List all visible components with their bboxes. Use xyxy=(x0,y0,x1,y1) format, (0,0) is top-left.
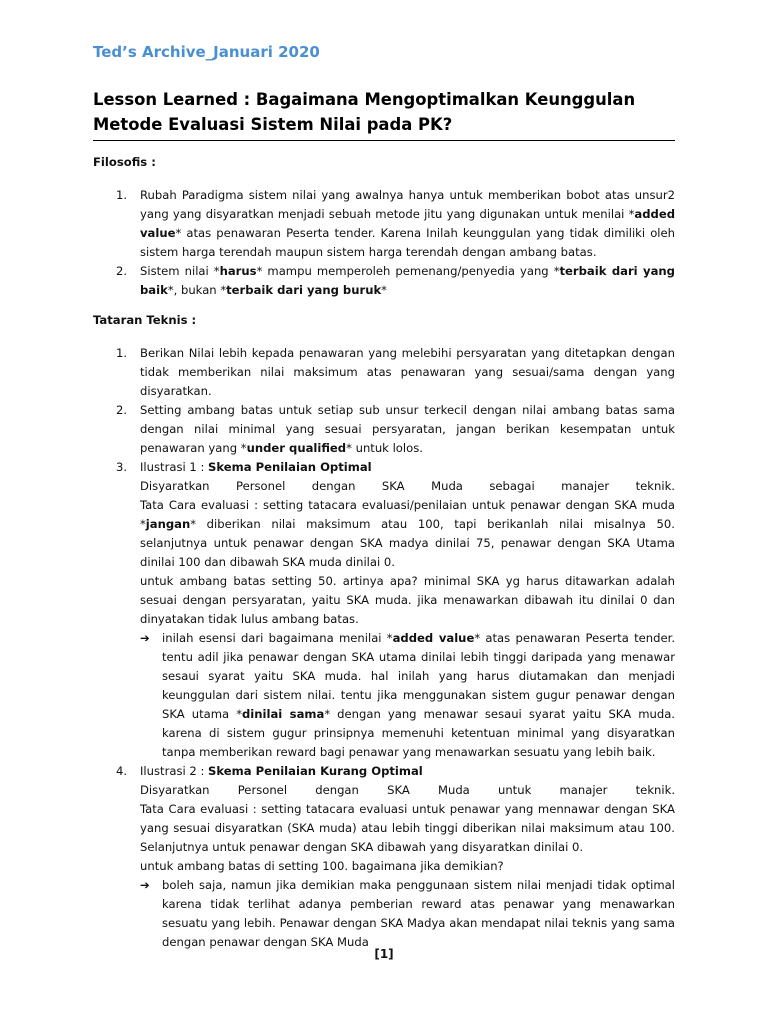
list-number: 3. xyxy=(116,460,128,474)
list-item xyxy=(93,262,675,300)
text-span: * mampu memperoleh pemenang/penyedia yang * xyxy=(256,264,560,278)
text-span: * xyxy=(381,283,387,297)
bold-text: terbaik dari yang baik xyxy=(140,264,675,297)
section-heading-filosofis: Filosofis : xyxy=(93,155,156,169)
text-span: Tata Cara evaluasi : setting tatacara evaluasi/penilaian untuk penawar dengan SKA muda * xyxy=(140,498,675,531)
arrow-point xyxy=(140,629,675,762)
section-heading-teknis: Tataran Teknis : xyxy=(93,313,197,327)
bold-text: added value xyxy=(140,207,675,240)
arrow-right-icon: ➔ xyxy=(140,878,150,892)
text-span: inilah esensi dari bagaimana menilai * xyxy=(162,631,393,645)
document-title: Lesson Learned : Bagaimana Mengoptimalkan Keunggulan Metode Evaluasi Sistem Nilai pada PK? xyxy=(93,87,675,141)
text-span: * atas penawaran Peserta tender. Karena Inilah keunggulan yang tidak dimiliki oleh sistem harga terendah maupun sistem harga terendah dengan ambang batas. xyxy=(140,226,675,259)
bold-text: under qualified xyxy=(246,441,347,455)
list-number: 1. xyxy=(116,346,128,360)
text-span: * diberikan nilai maksimum atau 100, tapi berikanlah nilai misalnya 50. selanjutnya untuk penawar dengan SKA madya dinilai 75, penawar dengan SKA Utama dinilai 100 dan dibawah SKA muda dinilai 0. xyxy=(140,517,675,569)
arrow-point xyxy=(140,876,675,952)
illustration-label xyxy=(140,762,675,781)
list-number: 2. xyxy=(116,264,128,278)
paragraph: Disyaratkan Personel dengan SKA Muda sebagai manajer teknik. xyxy=(140,479,675,493)
text-span: * atas penawaran Peserta tender. tentu adil jika penawar dengan SKA utama dinilai lebih tinggi daripada yang menawar sesaui syarat yaitu SKA muda. hal inilah yang harus diutamakan dan menjadi keunggulan dari sistem nilai. tentu jika menggunakan sistem gugur penawar dengan SKA utama * xyxy=(162,631,676,721)
text-span: *, bukan * xyxy=(167,283,227,297)
page-number: [1] xyxy=(374,947,394,961)
bold-text: jangan xyxy=(145,517,191,531)
archive-heading: Ted’s Archive_Januari 2020 xyxy=(93,43,320,61)
text-span: boleh saja, namun jika demikian maka penggunaan sistem nilai menjadi tidak optimal karena tidak terlihat adanya pemberian reward atas penawar yang menawarkan sesuatu yang lebih. Penawar dengan SKA Madya akan mendapat nilai teknis yang sama dengan penawar dengan SKA Muda xyxy=(162,878,675,949)
bold-text: dinilai sama xyxy=(242,707,325,721)
paragraph xyxy=(140,496,675,572)
document-body xyxy=(93,153,675,952)
arrow-right-icon: ➔ xyxy=(140,631,150,645)
paragraph: untuk ambang batas di setting 100. bagaimana jika demikian? xyxy=(140,859,504,873)
text-span: Ilustrasi 1 : xyxy=(140,460,209,474)
paragraph: Tata Cara evaluasi : setting tatacara evaluasi untuk penawar yang mennawar dengan SKA yang sesuai disyaratkan (SKA muda) atau lebih tinggi diberikan nilai maksimum atau 100. Selanjutnya untuk penawar dengan SKA dibawah yang disyaratkan dinilai 0. xyxy=(140,802,675,854)
text-span: Sistem nilai * xyxy=(140,264,220,278)
list-item xyxy=(93,458,675,762)
teknis-list xyxy=(93,344,675,952)
list-number: 4. xyxy=(116,764,128,778)
bold-text: added value xyxy=(392,631,475,645)
list-number: 1. xyxy=(116,188,128,202)
filosofis-list xyxy=(93,186,675,300)
list-number: 2. xyxy=(116,403,128,417)
bold-text: harus xyxy=(219,264,257,278)
bold-text: terbaik dari yang buruk xyxy=(226,283,382,297)
bold-text: Skema Penilaian Optimal xyxy=(208,460,372,474)
text-span: Rubah Paradigma sistem nilai yang awalnya hanya untuk memberikan bobot atas unsur2 yang yang disyaratkan menjadi sebuah metode jitu yang digunakan untuk menilai * xyxy=(140,188,675,221)
paragraph: Disyaratkan Personel dengan SKA Muda untuk manajer teknik. xyxy=(140,783,675,797)
text-span: Ilustrasi 2 : xyxy=(140,764,209,778)
list-item xyxy=(93,344,675,401)
text-span: Setting ambang batas untuk setiap sub unsur terkecil dengan nilai ambang batas sama dengan nilai minimal yang sesuai persyaratan, jangan berikan kesempatan untuk penawaran yang * xyxy=(140,403,675,455)
text-span: * untuk lolos. xyxy=(346,441,423,455)
bold-text: Skema Penilaian Kurang Optimal xyxy=(208,764,423,778)
list-item xyxy=(93,401,675,458)
list-item xyxy=(93,762,675,952)
list-item xyxy=(93,186,675,262)
paragraph: untuk ambang batas setting 50. artinya apa? minimal SKA yg harus ditawarkan adalah sesuai dengan persyaratan, yaitu SKA muda. jika menawarkan dibawah itu dinilai 0 dan dinyatakan tidak lulus ambang batas. xyxy=(140,574,675,626)
illustration-label xyxy=(140,458,675,477)
text-span: Berikan Nilai lebih kepada penawaran yang melebihi persyaratan yang ditetapkan dengan tidak memberikan nilai maksimum atas penawaran yang sesuai/sama dengan yang disyaratkan. xyxy=(140,346,675,398)
text-span: * dengan yang menawar sesaui syarat yaitu SKA muda. karena di sistem gugur prinsipnya memenuhi ketentuan minimal yang disyaratkan tanpa memberikan reward bagi penawar yang menawarkan sesuatu yang lebih baik. xyxy=(162,707,675,759)
